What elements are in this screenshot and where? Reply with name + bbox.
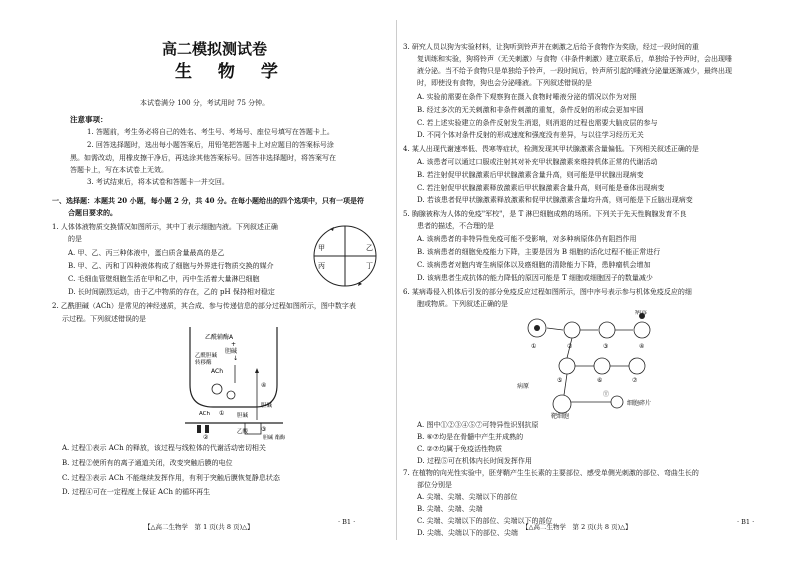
fluid-label: 丙 [318, 262, 325, 270]
diagram-label: ① [531, 343, 537, 350]
diagram-label: ② [203, 434, 209, 440]
diagram-label: 胆碱 [225, 348, 238, 355]
question-stem: 6. 某病毒侵入机体后引发的部分免疫反应过程如图所示，图中序号表示参与机体免疫反应的细 [403, 288, 692, 296]
diagram-label: 胆碱 [263, 435, 274, 440]
option-a: A. 该患者可以通过口服或注射其对补充甲状腺激素来维持机体正常的代谢活动 [417, 158, 658, 166]
option-c: C. 尖端、尖端以下的部位、尖端以下的部位 [417, 517, 553, 525]
page-code: · B1 · [338, 518, 356, 526]
page-footer: 【△高二生物学 第 1 页(共 8 页)△】 [144, 523, 254, 531]
note-line: 答题卡上，写在本试卷上无效。 [70, 166, 168, 174]
option-a: A. 甲、乙、丙三种体液中，蛋白质含量最高的是乙 [68, 249, 225, 257]
notes-title: 注意事项： [70, 115, 108, 124]
option-c: C. 若注射促甲状腺激素释放激素后甲状腺激素含量升高，则可能是垂体出现病变 [417, 184, 665, 192]
diagram-label: ① [219, 410, 225, 417]
diagram-label: ④ [261, 382, 267, 389]
option-b: B. 甲、乙、丙和丁四种液体构成了细胞与外界进行物质交换的媒介 [68, 262, 274, 270]
diagram-label: 乙酰胆碱 [195, 353, 218, 359]
diagram-label: 乙酰辅酶A [205, 334, 234, 341]
option-d: D. 长时间剧烈运动，由于乙中物质的存在，乙的 pH 保持相对稳定 [68, 288, 275, 296]
option-d: D. 过程④可在一定程度上保证 ACh 的循环再生 [62, 488, 211, 496]
option-a: A. 尖端、尖端、尖端以下的部位 [417, 493, 518, 501]
option-d: D. 不同个体对条件反射的形成速度和强度没有差异，与以往学习经历无关 [417, 131, 644, 139]
fluid-label: 乙 [366, 244, 373, 252]
exam-info: 本试卷满分 100 分，考试用时 75 分钟。 [140, 99, 270, 107]
diagram-label: 乙酸 [237, 429, 249, 435]
page-footer: 【△高二生物学 第 2 页(共 8 页)△】 [522, 523, 632, 531]
option-d: D. 尖端、尖端以下的部位、尖端 [417, 529, 518, 537]
diagram-label: ⑦ [632, 377, 638, 384]
option-d: D. 过程⑤可在机体内长时间发挥作用 [417, 457, 532, 465]
fluid-label: 丁 [366, 262, 373, 270]
exam-title: 高二模拟测试卷 [162, 40, 268, 58]
diagram-label: 胆碱 [237, 413, 249, 419]
diagram-label: ↓ [233, 355, 239, 362]
diagram-label: 细胞碎片 [627, 400, 652, 407]
question-stem: 时，即使没有食物，狗也会分泌唾液。下列叙述错误的是 [417, 79, 592, 87]
option-b: B. 过程②使所有的离子通道关闭，改变突触后膜的电位 [62, 459, 233, 467]
option-a: A. 实验前需要在条件下观察狗在摄入食物时唾液分泌的情况以作为对照 [417, 93, 637, 101]
option-a: A. 该病患者的非特异性免疫可能不受影响，对多种病原体仍有阻挡作用 [417, 235, 637, 243]
option-a: A. 过程①表示 ACh 的释放，该过程与线粒体的代谢活动密切相关 [62, 444, 266, 452]
synapse-diagram [175, 325, 290, 440]
option-c: C. ②⑦均属于免疫活性物质 [417, 445, 503, 453]
question-stem: 1. 人体体液物质交换情况如图所示，其中丁表示细胞内液。下列叙述正确 [52, 223, 278, 231]
diagram-label: 病毒 [635, 310, 648, 316]
option-c: C. 过程③表示 ACh 不能继续发挥作用，有利于突触后膜恢复静息状态 [62, 474, 280, 482]
immune-response-diagram [467, 310, 677, 420]
diagram-label: Ⓣ [603, 391, 610, 398]
option-d: D. 若该患者促甲状腺激素释放激素和促甲状腺激素含量均升高，则可能是下丘脑出现病变 [417, 196, 693, 204]
option-b: B. 若注射促甲状腺激素后甲状腺激素含量升高，则可能是甲状腺出现病变 [417, 171, 644, 179]
diagram-label: 病原 [517, 383, 530, 390]
question-stem: 2. 乙酰胆碱（ACh）是常见的神经递质，其合成、参与传递信息的部分过程如图所示，图中数字表 [52, 302, 356, 310]
question-stem: 部位分别是 [417, 481, 452, 489]
note-line: 1. 答题前，考生务必将自己的姓名、考生号、考场号、座位号填写在答题卡上。 [87, 128, 334, 136]
fluid-label: 甲 [318, 244, 325, 252]
note-line: 黑。如需改动，用橡皮擦干净后，再选涂其他答案标号。回答非选择题时，将答案写在 [70, 154, 336, 162]
note-line: 3. 考试结束后，将本试卷和答题卡一并交回。 [87, 178, 229, 186]
option-a: A. 图中①②③④⑤⑦可特异性识别抗原 [417, 421, 539, 429]
question-stem: 3. 研究人员以狗为实验材料，让狗听到铃声并在刺激之后给予食物作为奖励，经过一段时间的重 [403, 43, 699, 51]
option-b: B. 经过多次的无关刺激和非条件刺激的重复，条件反射的形成会更加牢固 [417, 106, 644, 114]
section-heading: 一、选择题：本题共 20 小题，每小题 2 分，共 40 分。在每小题给出的四个选项中，只有一项是符 [52, 196, 364, 205]
diagram-label: 靶细胞 [551, 413, 570, 420]
page-code: · B1 · [737, 518, 755, 526]
question-stem: 胞或物质。下列叙述正确的是 [417, 300, 508, 308]
question-stem: 患者的描述，不合理的是 [417, 222, 494, 230]
option-c: C. 若上述实验建立的条件反射发生消退，则消退的过程也需要大脑皮层的参与 [417, 119, 658, 127]
diagram-label: ④ [639, 343, 645, 350]
question-stem: 复训练和实验，狗将铃声（无关刺激）与食物（非条件刺激）建立联系后，单独给予铃声时，会出现唾 [417, 55, 732, 63]
section-heading: 合题目要求的。 [68, 208, 117, 217]
option-c: C. 毛细血管壁细胞生活在甲和乙中，丙中生活着大量淋巴细胞 [68, 275, 260, 283]
diagram-label: ACh [199, 411, 210, 417]
diagram-label: 酯酶 [275, 435, 286, 440]
subject-title: 生 物 学 [175, 62, 288, 82]
option-b: B. 尖端、尖端、尖端 [417, 505, 483, 513]
diagram-label: ③ [603, 343, 609, 350]
diagram-label: ACh [211, 368, 223, 375]
right-page [397, 0, 794, 561]
option-b: B. ⑥⑦均是在骨髓中产生并成熟的 [417, 433, 524, 441]
body-fluid-diagram [308, 220, 383, 292]
diagram-label: 转移酶 [195, 360, 212, 366]
diagram-label: ② [567, 343, 573, 350]
question-stem: 的是 [68, 235, 82, 243]
diagram-label: ⑥ [597, 377, 603, 384]
option-c: C. 该病患者对胞内寄生病原体以及癌细胞的清除能力下降，患肿瘤机会增加 [417, 261, 651, 269]
question-stem: 示过程。下列叙述错误的是 [62, 315, 146, 323]
option-b: B. 该病患者的细胞免疫能力下降，主要是因为 B 细胞的活化过程不能正常进行 [417, 248, 661, 256]
question-stem: 4. 某人出现代谢速率低、畏寒等症状，检测发现其甲状腺激素含量偏低。下列相关叙述正确的是 [403, 145, 699, 153]
diagram-label: + [231, 341, 237, 348]
diagram-label: ⑤ [557, 377, 563, 384]
question-stem: 5. 胸腺被称为人体的免疫"军校"，是 T 淋巴细胞成熟的场所。下列关于先天性胸腺发育不良 [403, 210, 687, 218]
question-stem: 液分泌。当不给予食物只是单独给予铃声，一段时间后，铃声所引起的唾液分泌量逐渐减少，最终出现 [417, 67, 732, 75]
note-line: 2. 回答选择题时，选出每小题答案后，用铅笔把答题卡上对应题目的答案标号涂 [87, 141, 334, 149]
diagram-label: ③ [261, 426, 267, 433]
question-stem: 7. 在植物的向光性实验中，胚芽鞘产生生长素的主要部位、感受单侧光刺激的部位、弯曲生长的 [403, 469, 699, 477]
diagram-label: 胆碱 [261, 403, 273, 409]
option-d: D. 该病患者生成抗体的能力降低的原因可能是 T 细胞或细胞因子的数量减少 [417, 274, 653, 282]
